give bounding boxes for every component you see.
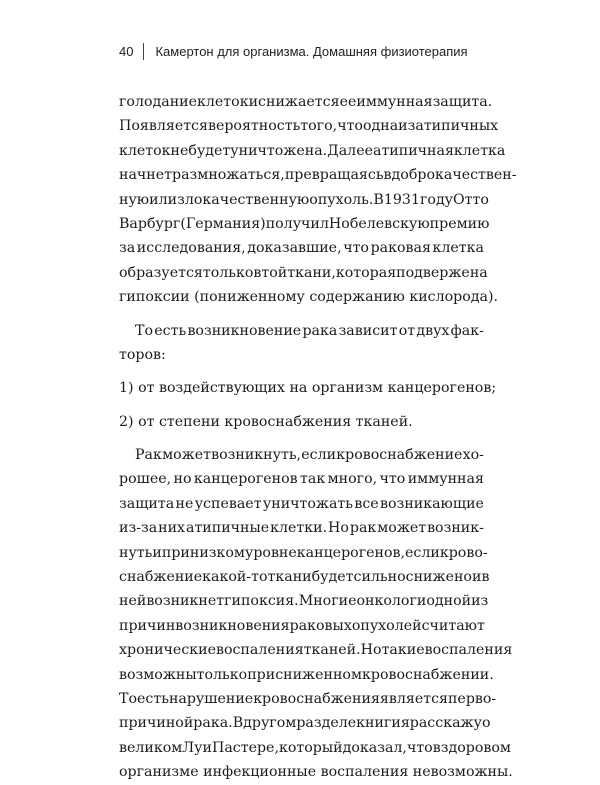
word: или [149,191,178,208]
word: зависит [338,322,398,339]
word: может [377,520,427,537]
text-line [119,565,490,589]
text-line [119,139,506,163]
word: из [471,593,489,610]
word: низком [189,544,245,561]
body-text [119,90,517,785]
page-number: 40 [119,43,134,59]
word: канцерогенов, [296,544,406,561]
word: иммунная [356,94,433,110]
text-line [119,492,484,516]
paragraph [119,410,484,434]
word: подвержена [396,264,488,281]
word: рак [349,520,377,537]
word: причин [119,617,176,634]
text-line [119,188,489,212]
word: гипоксия. [224,593,299,610]
word: является [379,690,448,707]
word: в [253,264,262,281]
text-line: гипоксии (пониженному содержанию кислорода). [119,289,499,306]
text-line: организме инфекционные воспаления невозможны. [119,764,513,781]
word: сильно [353,569,406,586]
word: опухоль. [309,191,374,208]
word: нарушение [168,690,254,707]
text-line [119,687,497,711]
word: причиной [119,715,194,732]
word: возникновения [175,617,290,634]
word: доказавшие, [247,240,342,257]
word: хо- [462,447,484,464]
word: но [173,471,192,488]
word: я [400,715,410,732]
word: здоровом [440,739,511,756]
text-line [119,261,488,285]
word: возникнуть, [211,447,302,464]
word: защита. [432,94,493,110]
word: защита [119,495,175,512]
word: в [481,569,490,586]
word: возникающие [380,495,484,512]
word: что [379,471,406,488]
word: если [301,447,337,464]
word: размножаться, [172,167,285,184]
word: только [196,666,248,683]
word: атипичная [373,142,454,159]
text-line: 1) от воздействующих на организм канцерогенов; [119,380,497,397]
word: одна [362,118,399,135]
word: крово- [439,544,488,561]
word: великом [119,739,183,756]
word: В [232,715,244,732]
word: что [337,118,363,135]
text-line [119,163,517,187]
running-title: Камертон для организма. Домашняя физиотерапия [155,43,468,59]
text-line [119,663,494,687]
word: Отто [453,191,489,208]
word: не [175,495,194,512]
word: уровне [244,544,297,561]
word: раковых [289,617,352,634]
word: возможны [119,666,197,683]
word: только [202,264,254,281]
word: успевает [194,495,262,512]
word: перво- [447,690,497,707]
word: Появляется [119,118,208,135]
word: сниженном [275,666,362,683]
word: воспаления [424,642,513,659]
word: одной [426,593,472,610]
word: атипичных [415,118,499,135]
word: и [152,544,162,561]
word: разделе [296,715,357,732]
word: будет [311,569,354,586]
text-line [119,736,511,760]
word: и [248,94,259,110]
text-line [119,90,493,114]
word: получил [265,215,329,232]
paragraph-gap [119,434,484,443]
text-line [119,443,484,467]
word: премию [429,215,490,232]
text-line [119,319,484,343]
text-line [119,711,491,735]
text-line [119,212,490,236]
word: возникновение [187,322,302,339]
running-header [119,40,468,62]
word: что [406,739,433,756]
word: клетка [432,240,484,257]
word: расскажу [409,715,482,732]
word: Варбург [119,215,181,232]
word: при [247,666,276,683]
word: все [354,495,379,512]
word: тканей. [303,642,361,659]
word: может [162,447,211,464]
word: исследования, [136,240,246,257]
word: из [398,118,416,135]
word: есть [137,690,169,707]
word: клетка [453,142,506,159]
word: двух [416,322,450,339]
paragraph [119,376,497,400]
word: в [383,167,392,184]
word: образуется [119,264,203,281]
word: голодание [119,94,198,110]
word: будет [188,142,231,159]
word: хронические [119,642,216,659]
text-line [119,114,499,138]
word: рошее, [119,471,172,488]
word: Рак [135,447,162,464]
text-line [119,589,489,613]
word: не [170,142,189,159]
word: доказал, [342,739,407,756]
word: ткани, [287,264,336,281]
paragraph [119,443,513,784]
word: ную [119,191,150,208]
word: В [373,191,384,208]
word: в [432,739,441,756]
word: из-за [119,520,158,537]
word: рака [302,322,338,339]
word: той [261,264,288,281]
word: от [398,322,416,339]
paragraph [119,319,484,368]
text-line [119,541,488,565]
word: так [300,471,326,488]
word: вероятность [207,118,301,135]
word: Нобелевскую [328,215,430,232]
header-divider [143,43,144,60]
word: Многие [298,593,357,610]
word: того, [300,118,338,135]
word: за [119,240,136,257]
word: воспаления [215,642,304,659]
word: ее [339,94,357,110]
word: возникнет [146,593,225,610]
word: который [278,739,343,756]
word: нуть [119,544,153,561]
word: 1931 [383,191,420,208]
word: считают [421,617,485,634]
word: доброкачествен- [391,167,517,184]
word: снижается [258,94,340,110]
word: канцерогенов [193,471,298,488]
word: иммунная [407,471,484,488]
word: если [405,544,440,561]
word: какой-то [202,569,268,586]
word: книги [356,715,401,732]
word: рака. [193,715,233,732]
text-line [119,236,484,260]
word: них [158,520,186,537]
word: злокачественную [177,191,310,208]
word: о [481,715,491,732]
word: (Германия) [180,215,266,232]
word: клетки. [270,520,328,537]
word: превращаясь [284,167,384,184]
word: есть [154,322,187,339]
word: которая [335,264,397,281]
word: и [471,569,482,586]
paragraph-gap [119,310,484,319]
word: другом [243,715,297,732]
word: ткани [267,569,312,586]
word: кровоснабжение [336,447,463,464]
word: кровоснабжения [253,690,380,707]
word: онкологи [356,593,427,610]
word: начнет [119,167,172,184]
word: снабжение [119,569,203,586]
word: Далее [327,142,373,159]
word: клеток [197,94,249,110]
word: уничтожать [262,495,354,512]
word: фак- [450,322,484,339]
word: снижено [405,569,472,586]
word: Но [360,642,382,659]
paragraph-gap [119,367,484,376]
word: такие [381,642,425,659]
word: что [343,240,369,257]
text-line: торов: [119,346,166,363]
text-line [119,638,513,662]
text-line [119,614,484,638]
word: Луи [182,739,212,756]
word: году [419,191,454,208]
word: ней [119,593,147,610]
paragraph [119,90,517,310]
word: уничтожена. [230,142,328,159]
word: То [135,322,154,339]
paragraph-gap [119,401,484,410]
word: клеток [119,142,171,159]
word: много, [327,471,378,488]
word: То [119,690,138,707]
text-line [119,516,484,540]
word: атипичные [185,520,270,537]
text-line [119,467,484,491]
word: Пастере, [211,739,279,756]
word: Но [328,520,349,537]
word: кровоснабжении. [362,666,494,683]
word: возник- [427,520,484,537]
word: опухолей [351,617,422,634]
word: при [161,544,190,561]
word: раковая [370,240,431,257]
text-line: 2) от степени кровоснабжения тканей. [119,413,413,430]
